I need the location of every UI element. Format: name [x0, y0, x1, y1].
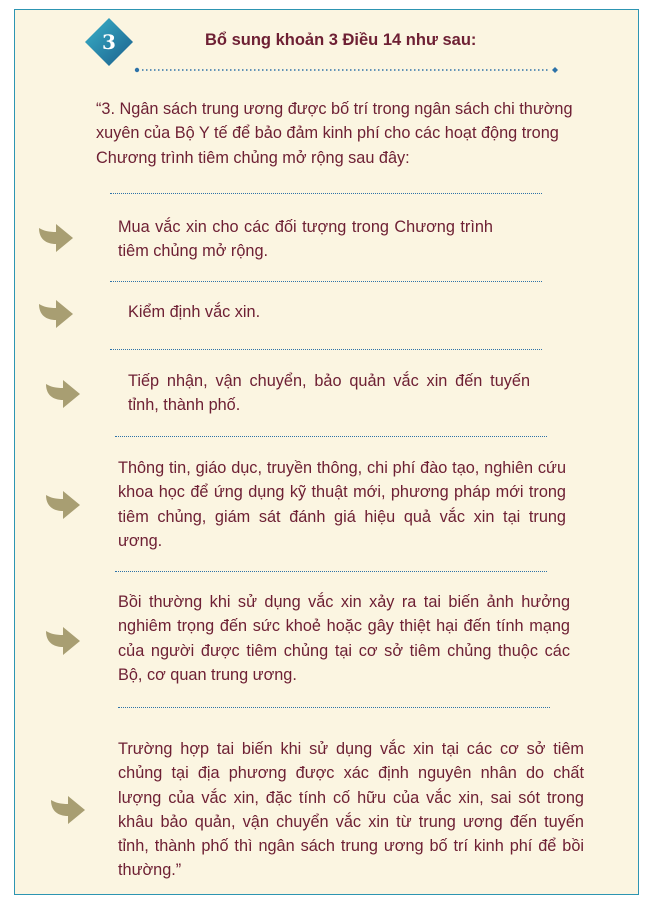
divider [110, 349, 542, 350]
list-item-5: Bồi thường khi sử dụng vắc xin xảy ra tai biến ảnh hưởng nghiêm trọng đến sức khoẻ hoặc gây thiệt hại đến tính mạng của người được tiêm chủng tại cơ sở tiêm chủng thuộc các Bộ, cơ quan trung ương. [118, 593, 570, 684]
section-title: Bổ sung khoản 3 Điều 14 như sau: [205, 31, 477, 49]
list-item-4: Thông tin, giáo dục, truyền thông, chi phí đào tạo, nghiên cứu khoa học để ứng dụng kỹ thuật mới, phương pháp mới trong tiêm chủng, giám sát đánh giá hiệu quả vắc xin tại trung ương. [118, 459, 566, 550]
section-number-badge [84, 17, 134, 67]
curved-arrow-icon [35, 219, 75, 255]
divider [110, 281, 542, 282]
divider [118, 707, 550, 708]
list-item-3: Tiếp nhận, vận chuyển, bảo quản vắc xin đến tuyến tỉnh, thành phố. [128, 372, 530, 415]
list-item-2: Kiểm định vắc xin. [128, 303, 261, 321]
heading-divider [134, 67, 558, 73]
curved-arrow-icon [42, 375, 82, 411]
curved-arrow-icon [42, 486, 82, 522]
list-item-6: Trường hợp tai biến khi sử dụng vắc xin tại các cơ sở tiêm chủng tại địa phương được xác định nguyên nhân do chất lượng của vắc xin, đặc tính cố hữu của vắc xin, sai sót trong khâu bảo quản, vận chuyển vắc xin từ trung ương đến tuyến tỉnh, thành phố thì ngân sách trung ương bố trí kinh phí để bồi thường.” [118, 740, 584, 880]
divider [115, 436, 547, 437]
curved-arrow-icon [47, 791, 87, 827]
section-number: 3 [102, 30, 116, 54]
curved-arrow-icon [35, 295, 75, 331]
divider [110, 193, 542, 194]
intro-paragraph: “3. Ngân sách trung ương được bố trí trong ngân sách chi thường xuyên của Bộ Y tế để bảo đảm kinh phí cho các hoạt động trong Chương trình tiêm chủng mở rộng sau đây: [96, 100, 573, 167]
divider [115, 571, 547, 572]
curved-arrow-icon [42, 622, 82, 658]
list-item-1: Mua vắc xin cho các đối tượng trong Chương trình tiêm chủng mở rộng. [118, 218, 493, 261]
